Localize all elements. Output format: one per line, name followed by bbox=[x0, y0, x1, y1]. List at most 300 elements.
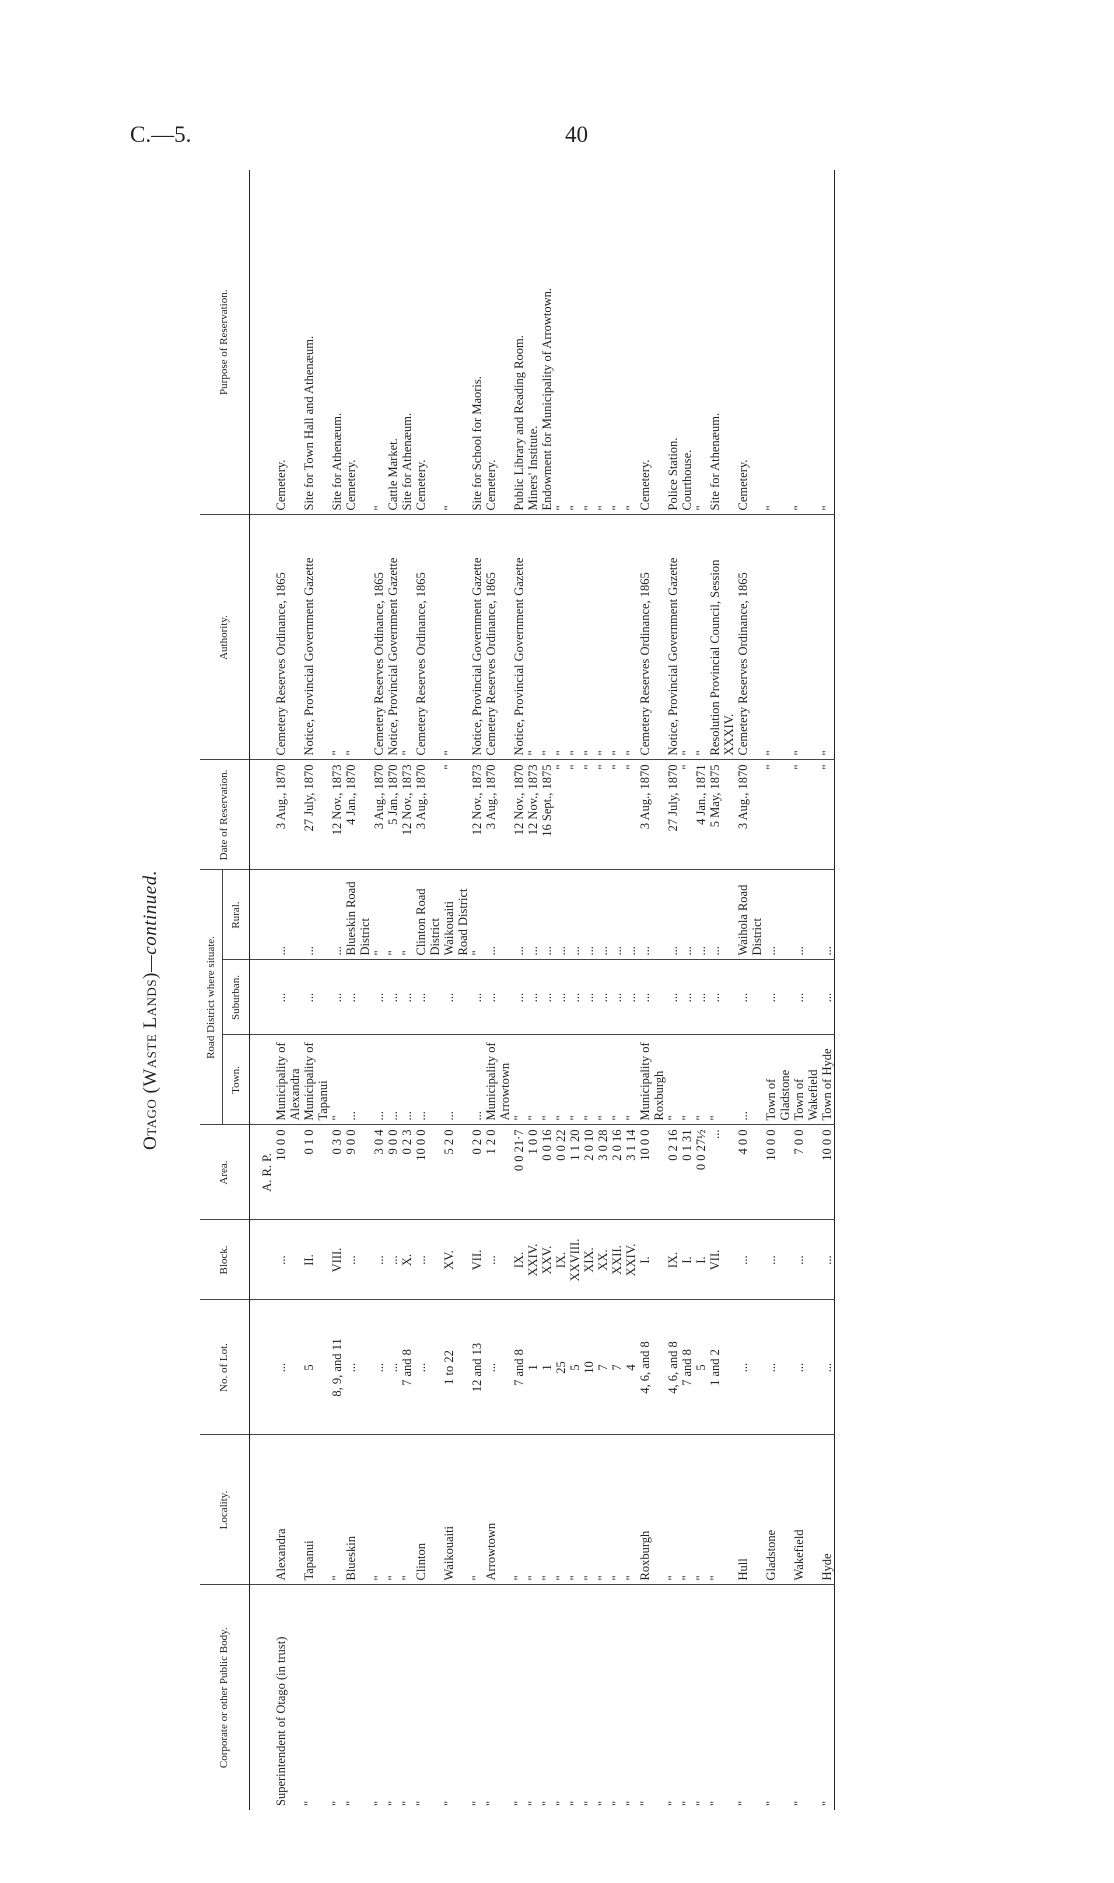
table-row bbox=[820, 170, 835, 1810]
cell-date: 27 July, 1870 bbox=[666, 760, 680, 870]
cell-authority: " bbox=[344, 515, 372, 760]
cell-purpose: Cemetery. bbox=[484, 170, 512, 515]
cell-lot: 7 and 8 bbox=[400, 1300, 414, 1435]
cell-rural: ... bbox=[792, 870, 820, 960]
cell-block: XXV. bbox=[540, 1220, 554, 1300]
table-row bbox=[638, 170, 666, 1810]
cell-town: " bbox=[540, 1035, 554, 1125]
cell-rural: " bbox=[400, 870, 414, 960]
cell-body: " bbox=[638, 1800, 652, 1806]
cell-locality: " bbox=[554, 1435, 568, 1585]
cell-block: ... bbox=[736, 1220, 764, 1300]
cell-area: 0 2 3 bbox=[400, 1125, 414, 1220]
cell-suburban: ... bbox=[386, 960, 400, 1035]
page-number: 40 bbox=[565, 122, 588, 147]
cell-rural: ... bbox=[302, 870, 330, 960]
cell-town: ... bbox=[400, 1035, 414, 1125]
cell-purpose: " bbox=[792, 170, 820, 515]
cell-rural: ... bbox=[666, 870, 680, 960]
cell-date: 3 Aug., 1870 bbox=[736, 760, 764, 870]
cell-lot: ... bbox=[344, 1300, 372, 1435]
cell-locality: " bbox=[680, 1435, 694, 1585]
col-header-block: Block. bbox=[200, 1220, 250, 1300]
cell-locality: " bbox=[372, 1435, 386, 1585]
cell-suburban: ... bbox=[820, 960, 835, 1035]
cell-lot: 5 bbox=[694, 1300, 708, 1435]
cell-town: Municipality of Alexandra bbox=[274, 1035, 302, 1125]
cell-rural: ... bbox=[526, 870, 540, 960]
cell-block: I. bbox=[694, 1220, 708, 1300]
cell-locality: Wakefield bbox=[792, 1435, 820, 1585]
cell-lot: 1 bbox=[526, 1300, 540, 1435]
col-header-road-district: Road District where situate. bbox=[200, 870, 223, 1125]
cell-block: XXIV. bbox=[526, 1220, 540, 1300]
cell-town: ... bbox=[442, 1035, 470, 1125]
cell-authority: Resolution Provincial Council, Session XXXIV. bbox=[708, 515, 736, 760]
table-row bbox=[610, 170, 624, 1810]
cell-purpose: " bbox=[554, 170, 568, 515]
cell-authority: Cemetery Reserves Ordinance, 1865 bbox=[484, 515, 512, 760]
cell-lot: 10 bbox=[582, 1300, 596, 1435]
cell-body: " bbox=[526, 1800, 540, 1806]
cell-body: " bbox=[736, 1800, 750, 1806]
cell-date: " bbox=[764, 760, 792, 870]
cell-block: II. bbox=[302, 1220, 330, 1300]
cell-authority: " bbox=[400, 515, 414, 760]
cell-town: Town of Wakefield bbox=[792, 1035, 820, 1125]
cell-body: " bbox=[442, 1800, 456, 1806]
cell-date: 27 July, 1870 bbox=[302, 760, 330, 870]
cell-lot: ... bbox=[484, 1300, 512, 1435]
cell-body: " bbox=[554, 1800, 568, 1806]
cell-area: 2 0 10 bbox=[582, 1125, 596, 1220]
table-row bbox=[442, 170, 470, 1810]
cell-block: VII. bbox=[708, 1220, 736, 1300]
cell-lot: 1 and 2 bbox=[708, 1300, 736, 1435]
cell-suburban: ... bbox=[596, 960, 610, 1035]
cell-authority: " bbox=[792, 515, 820, 760]
cell-date: 16 Sept., 1875 bbox=[540, 760, 554, 870]
cell-authority: Cemetery Reserves Ordinance, 1865 bbox=[274, 515, 302, 760]
cell-date: 5 May, 1875 bbox=[708, 760, 736, 870]
area-units: A. R. P. bbox=[250, 1125, 275, 1220]
cell-purpose: " bbox=[694, 170, 708, 515]
cell-locality: " bbox=[582, 1435, 596, 1585]
cell-authority: " bbox=[764, 515, 792, 760]
cell-authority: " bbox=[820, 515, 835, 760]
cell-locality: Gladstone bbox=[764, 1435, 792, 1585]
cell-area: 10 0 0 bbox=[820, 1125, 835, 1220]
table-row bbox=[512, 170, 526, 1810]
col-header-town: Town. bbox=[223, 1035, 250, 1125]
table-row bbox=[624, 170, 638, 1810]
cell-block: ... bbox=[344, 1220, 372, 1300]
cell-block: ... bbox=[820, 1220, 835, 1300]
table-row bbox=[414, 170, 442, 1810]
cell-locality: " bbox=[386, 1435, 400, 1585]
cell-block: XX. bbox=[596, 1220, 610, 1300]
cell-rural: Clinton Road District bbox=[414, 870, 442, 960]
cell-town: " bbox=[666, 1035, 680, 1125]
cell-suburban: ... bbox=[274, 960, 302, 1035]
cell-date: 12 Nov., 1870 bbox=[512, 760, 526, 870]
cell-suburban: ... bbox=[330, 960, 344, 1035]
cell-purpose: Cemetery. bbox=[274, 170, 302, 515]
cell-suburban: ... bbox=[792, 960, 820, 1035]
cell-area: 1 2 0 bbox=[484, 1125, 512, 1220]
table-title-suffix: —continued. bbox=[140, 870, 161, 973]
cell-area: 0 2 0 bbox=[470, 1125, 484, 1220]
col-header-locality: Locality. bbox=[200, 1435, 250, 1585]
cell-town: Municipality of Tapanui bbox=[302, 1035, 330, 1125]
cell-block: VIII. bbox=[330, 1220, 344, 1300]
cell-purpose: " bbox=[596, 170, 610, 515]
cell-locality: Roxburgh bbox=[638, 1435, 666, 1585]
col-header-purpose: Purpose of Reservation. bbox=[200, 170, 250, 515]
cell-block: IX. bbox=[666, 1220, 680, 1300]
cell-purpose: Cemetery. bbox=[344, 170, 372, 515]
cell-body: " bbox=[302, 1800, 316, 1806]
cell-block: I. bbox=[680, 1220, 694, 1300]
cell-suburban: ... bbox=[708, 960, 736, 1035]
table-row bbox=[330, 170, 344, 1810]
cell-town: " bbox=[568, 1035, 582, 1125]
table-row bbox=[470, 170, 484, 1810]
cell-lot: 12 and 13 bbox=[470, 1300, 484, 1435]
reservations-table bbox=[200, 170, 835, 1810]
cell-rural: " bbox=[372, 870, 386, 960]
cell-locality: Alexandra bbox=[274, 1435, 302, 1585]
cell-town: ... bbox=[736, 1035, 764, 1125]
cell-body: " bbox=[512, 1800, 526, 1806]
cell-rural: ... bbox=[638, 870, 666, 960]
cell-area: 10 0 0 bbox=[638, 1125, 666, 1220]
cell-body: " bbox=[792, 1800, 806, 1806]
cell-area: 1 0 0 bbox=[526, 1125, 540, 1220]
cell-suburban: ... bbox=[764, 960, 792, 1035]
cell-block: XV. bbox=[442, 1220, 470, 1300]
cell-rural: ... bbox=[596, 870, 610, 960]
cell-town: ... bbox=[372, 1035, 386, 1125]
cell-body: " bbox=[694, 1800, 708, 1806]
cell-area: ... bbox=[708, 1125, 736, 1220]
cell-area: 5 2 0 bbox=[442, 1125, 470, 1220]
cell-area: 9 0 0 bbox=[386, 1125, 400, 1220]
cell-purpose: Site for Town Hall and Athenæum. bbox=[302, 170, 330, 515]
cell-body: " bbox=[400, 1800, 414, 1806]
cell-lot: 7 and 8 bbox=[512, 1300, 526, 1435]
table-row bbox=[372, 170, 386, 1810]
cell-lot: ... bbox=[414, 1300, 442, 1435]
cell-block: ... bbox=[386, 1220, 400, 1300]
cell-date: " bbox=[568, 760, 582, 870]
cell-suburban: ... bbox=[372, 960, 386, 1035]
col-header-authority: Authority. bbox=[200, 515, 250, 760]
cell-area: 0 0 22 bbox=[554, 1125, 568, 1220]
cell-body: " bbox=[470, 1800, 484, 1806]
cell-suburban: ... bbox=[484, 960, 512, 1035]
cell-purpose: Public Library and Reading Room. bbox=[512, 170, 526, 515]
cell-locality: Blueskin bbox=[344, 1435, 372, 1585]
cell-body: " bbox=[666, 1800, 680, 1806]
cell-lot: ... bbox=[792, 1300, 820, 1435]
cell-lot: 25 bbox=[554, 1300, 568, 1435]
cell-rural: " bbox=[470, 870, 484, 960]
cell-block: XXII. bbox=[610, 1220, 624, 1300]
cell-block: ... bbox=[764, 1220, 792, 1300]
cell-body: " bbox=[820, 1800, 834, 1806]
cell-date: 4 Jan., 1871 bbox=[694, 760, 708, 870]
cell-area: 0 3 0 bbox=[330, 1125, 344, 1220]
cell-lot: ... bbox=[820, 1300, 835, 1435]
cell-date: 12 Nov., 1873 bbox=[330, 760, 344, 870]
cell-area: 0 2 16 bbox=[666, 1125, 680, 1220]
cell-purpose: Cemetery. bbox=[414, 170, 442, 515]
cell-body: " bbox=[386, 1800, 400, 1806]
table-row bbox=[540, 170, 554, 1810]
cell-area: 3 0 4 bbox=[372, 1125, 386, 1220]
cell-suburban: ... bbox=[638, 960, 666, 1035]
cell-locality: " bbox=[596, 1435, 610, 1585]
cell-purpose: Cattle Market. bbox=[386, 170, 400, 515]
cell-lot: 7 bbox=[610, 1300, 624, 1435]
cell-locality: " bbox=[610, 1435, 624, 1585]
cell-date: 4 Jan., 1870 bbox=[344, 760, 372, 870]
cell-lot: 5 bbox=[302, 1300, 330, 1435]
cell-date: " bbox=[792, 760, 820, 870]
cell-town: ... bbox=[414, 1035, 442, 1125]
cell-locality: " bbox=[470, 1435, 484, 1585]
cell-town: Municipality of Roxburgh bbox=[638, 1035, 666, 1125]
table-row bbox=[582, 170, 596, 1810]
cell-locality: Hyde bbox=[820, 1435, 835, 1585]
cell-town: " bbox=[582, 1035, 596, 1125]
cell-rural: ... bbox=[708, 870, 736, 960]
cell-body: " bbox=[680, 1800, 694, 1806]
cell-rural: Waikouaiti Road District bbox=[442, 870, 470, 960]
cell-authority: " bbox=[596, 515, 610, 760]
cell-area: 9 0 0 bbox=[344, 1125, 372, 1220]
cell-authority: " bbox=[694, 515, 708, 760]
cell-suburban: ... bbox=[680, 960, 694, 1035]
cell-authority: Cemetery Reserves Ordinance, 1865 bbox=[372, 515, 386, 760]
cell-suburban: ... bbox=[302, 960, 330, 1035]
cell-authority: " bbox=[568, 515, 582, 760]
cell-authority: " bbox=[330, 515, 344, 760]
cell-lot: 1 to 22 bbox=[442, 1300, 470, 1435]
cell-body: " bbox=[414, 1800, 428, 1806]
cell-block: ... bbox=[372, 1220, 386, 1300]
cell-body: " bbox=[484, 1800, 498, 1806]
cell-area: 0 0 27½ bbox=[694, 1125, 708, 1220]
cell-suburban: ... bbox=[526, 960, 540, 1035]
cell-rural: Waihola Road District bbox=[736, 870, 764, 960]
cell-purpose: " bbox=[442, 170, 470, 515]
cell-authority: " bbox=[442, 515, 470, 760]
cell-lot: 4, 6, and 8 bbox=[666, 1300, 680, 1435]
cell-suburban: ... bbox=[554, 960, 568, 1035]
cell-lot: ... bbox=[274, 1300, 302, 1435]
cell-block: ... bbox=[274, 1220, 302, 1300]
cell-block: ... bbox=[484, 1220, 512, 1300]
cell-lot: 1 bbox=[540, 1300, 554, 1435]
cell-locality: " bbox=[330, 1435, 344, 1585]
cell-purpose: Site for Athenæum. bbox=[330, 170, 344, 515]
cell-suburban: ... bbox=[442, 960, 470, 1035]
cell-suburban: ... bbox=[400, 960, 414, 1035]
cell-area: 3 0 28 bbox=[596, 1125, 610, 1220]
table-row bbox=[736, 170, 764, 1810]
cell-authority: Notice, Provincial Government Gazette bbox=[666, 515, 680, 760]
cell-town: " bbox=[526, 1035, 540, 1125]
cell-suburban: ... bbox=[736, 960, 764, 1035]
cell-purpose: " bbox=[372, 170, 386, 515]
cell-purpose: Site for School for Maoris. bbox=[470, 170, 484, 515]
cell-area: 2 0 16 bbox=[610, 1125, 624, 1220]
cell-town: Municipality of Arrowtown bbox=[484, 1035, 512, 1125]
table-row bbox=[484, 170, 512, 1810]
cell-suburban: ... bbox=[512, 960, 526, 1035]
cell-locality: Hull bbox=[736, 1435, 764, 1585]
cell-locality: " bbox=[624, 1435, 638, 1585]
table-row bbox=[302, 170, 330, 1810]
cell-locality: Arrowtown bbox=[484, 1435, 512, 1585]
cell-authority: " bbox=[610, 515, 624, 760]
col-header-rural: Rural. bbox=[223, 870, 250, 960]
cell-purpose: Cemetery. bbox=[736, 170, 764, 515]
cell-date: 3 Aug., 1870 bbox=[638, 760, 666, 870]
cell-locality: " bbox=[400, 1435, 414, 1585]
area-units-row bbox=[250, 170, 275, 1810]
cell-suburban: ... bbox=[540, 960, 554, 1035]
cell-lot: ... bbox=[386, 1300, 400, 1435]
page-identifier: C.—5. bbox=[130, 122, 192, 147]
cell-date: 5 Jan., 1870 bbox=[386, 760, 400, 870]
cell-town: " bbox=[330, 1035, 344, 1125]
cell-town: " bbox=[554, 1035, 568, 1125]
cell-lot: 8, 9, and 11 bbox=[330, 1300, 344, 1435]
cell-date: " bbox=[582, 760, 596, 870]
cell-authority: Cemetery Reserves Ordinance, 1865 bbox=[638, 515, 666, 760]
cell-suburban: ... bbox=[568, 960, 582, 1035]
table-row bbox=[344, 170, 372, 1810]
cell-authority: Notice, Provincial Government Gazette bbox=[302, 515, 330, 760]
cell-town: " bbox=[680, 1035, 694, 1125]
cell-town: " bbox=[708, 1035, 736, 1125]
cell-body: " bbox=[624, 1800, 638, 1806]
cell-authority: " bbox=[624, 515, 638, 760]
cell-date: 3 Aug., 1870 bbox=[372, 760, 386, 870]
cell-purpose: " bbox=[624, 170, 638, 515]
cell-lot: ... bbox=[372, 1300, 386, 1435]
col-header-body: Corporate or other Public Body. bbox=[200, 1585, 250, 1810]
cell-block: IX. bbox=[554, 1220, 568, 1300]
cell-suburban: ... bbox=[470, 960, 484, 1035]
cell-town: Town of Gladstone bbox=[764, 1035, 792, 1125]
col-header-date: Date of Reservation. bbox=[200, 760, 250, 870]
cell-area: 0 1 31 bbox=[680, 1125, 694, 1220]
cell-purpose: " bbox=[582, 170, 596, 515]
cell-purpose: Cemetery. bbox=[638, 170, 666, 515]
cell-purpose: Police Station. bbox=[666, 170, 680, 515]
cell-date: 12 Nov., 1873 bbox=[470, 760, 484, 870]
cell-lot: 5 bbox=[568, 1300, 582, 1435]
cell-lot: ... bbox=[764, 1300, 792, 1435]
cell-area: 0 0 21·7 bbox=[512, 1125, 526, 1220]
cell-area: 1 1 20 bbox=[568, 1125, 582, 1220]
cell-suburban: ... bbox=[344, 960, 372, 1035]
cell-locality: " bbox=[694, 1435, 708, 1585]
cell-rural: " bbox=[386, 870, 400, 960]
cell-date: " bbox=[610, 760, 624, 870]
cell-lot: 4 bbox=[624, 1300, 638, 1435]
cell-locality: " bbox=[512, 1435, 526, 1585]
cell-purpose: Site for Athenæum. bbox=[708, 170, 736, 515]
cell-authority: " bbox=[554, 515, 568, 760]
cell-suburban: ... bbox=[414, 960, 442, 1035]
cell-rural: ... bbox=[540, 870, 554, 960]
cell-rural: ... bbox=[554, 870, 568, 960]
cell-authority: Notice, Provincial Government Gazette bbox=[386, 515, 400, 760]
cell-block: XXIV. bbox=[624, 1220, 638, 1300]
cell-area: 10 0 0 bbox=[274, 1125, 302, 1220]
cell-purpose: " bbox=[610, 170, 624, 515]
cell-purpose: Site for Athenæum. bbox=[400, 170, 414, 515]
cell-purpose: Miners' Institute. bbox=[526, 170, 540, 515]
cell-town: ... bbox=[470, 1035, 484, 1125]
table-row bbox=[666, 170, 680, 1810]
table-row bbox=[274, 170, 302, 1810]
cell-suburban: ... bbox=[610, 960, 624, 1035]
cell-rural: ... bbox=[764, 870, 792, 960]
cell-locality: Tapanui bbox=[302, 1435, 330, 1585]
cell-town: " bbox=[694, 1035, 708, 1125]
cell-town: Town of Hyde bbox=[820, 1035, 835, 1125]
cell-town: " bbox=[596, 1035, 610, 1125]
cell-rural: ... bbox=[484, 870, 512, 960]
cell-authority: Cemetery Reserves Ordinance, 1865 bbox=[414, 515, 442, 760]
cell-area: 3 1 14 bbox=[624, 1125, 638, 1220]
cell-rural: ... bbox=[568, 870, 582, 960]
table-row bbox=[680, 170, 694, 1810]
cell-body: " bbox=[610, 1800, 624, 1806]
cell-town: ... bbox=[386, 1035, 400, 1125]
table-row bbox=[596, 170, 610, 1810]
cell-date: 3 Aug., 1870 bbox=[414, 760, 442, 870]
cell-purpose: Endowment for Municipality of Arrowtown. bbox=[540, 170, 554, 515]
cell-rural: Blueskin Road District bbox=[344, 870, 372, 960]
cell-authority: " bbox=[540, 515, 554, 760]
cell-town: " bbox=[610, 1035, 624, 1125]
col-header-area: Area. bbox=[200, 1125, 250, 1220]
table-row bbox=[764, 170, 792, 1810]
cell-block: I. bbox=[638, 1220, 666, 1300]
cell-authority: " bbox=[582, 515, 596, 760]
cell-date: " bbox=[596, 760, 610, 870]
cell-rural: ... bbox=[274, 870, 302, 960]
cell-body: " bbox=[582, 1800, 596, 1806]
cell-body: " bbox=[330, 1800, 344, 1806]
cell-body: Superintendent of Otago (in trust) bbox=[274, 1636, 288, 1806]
cell-suburban: ... bbox=[694, 960, 708, 1035]
cell-purpose: Courthouse. bbox=[680, 170, 694, 515]
cell-date: " bbox=[820, 760, 835, 870]
table-body bbox=[250, 170, 835, 1810]
cell-rural: ... bbox=[680, 870, 694, 960]
cell-date: " bbox=[680, 760, 694, 870]
cell-suburban: ... bbox=[666, 960, 680, 1035]
cell-rural: ... bbox=[512, 870, 526, 960]
